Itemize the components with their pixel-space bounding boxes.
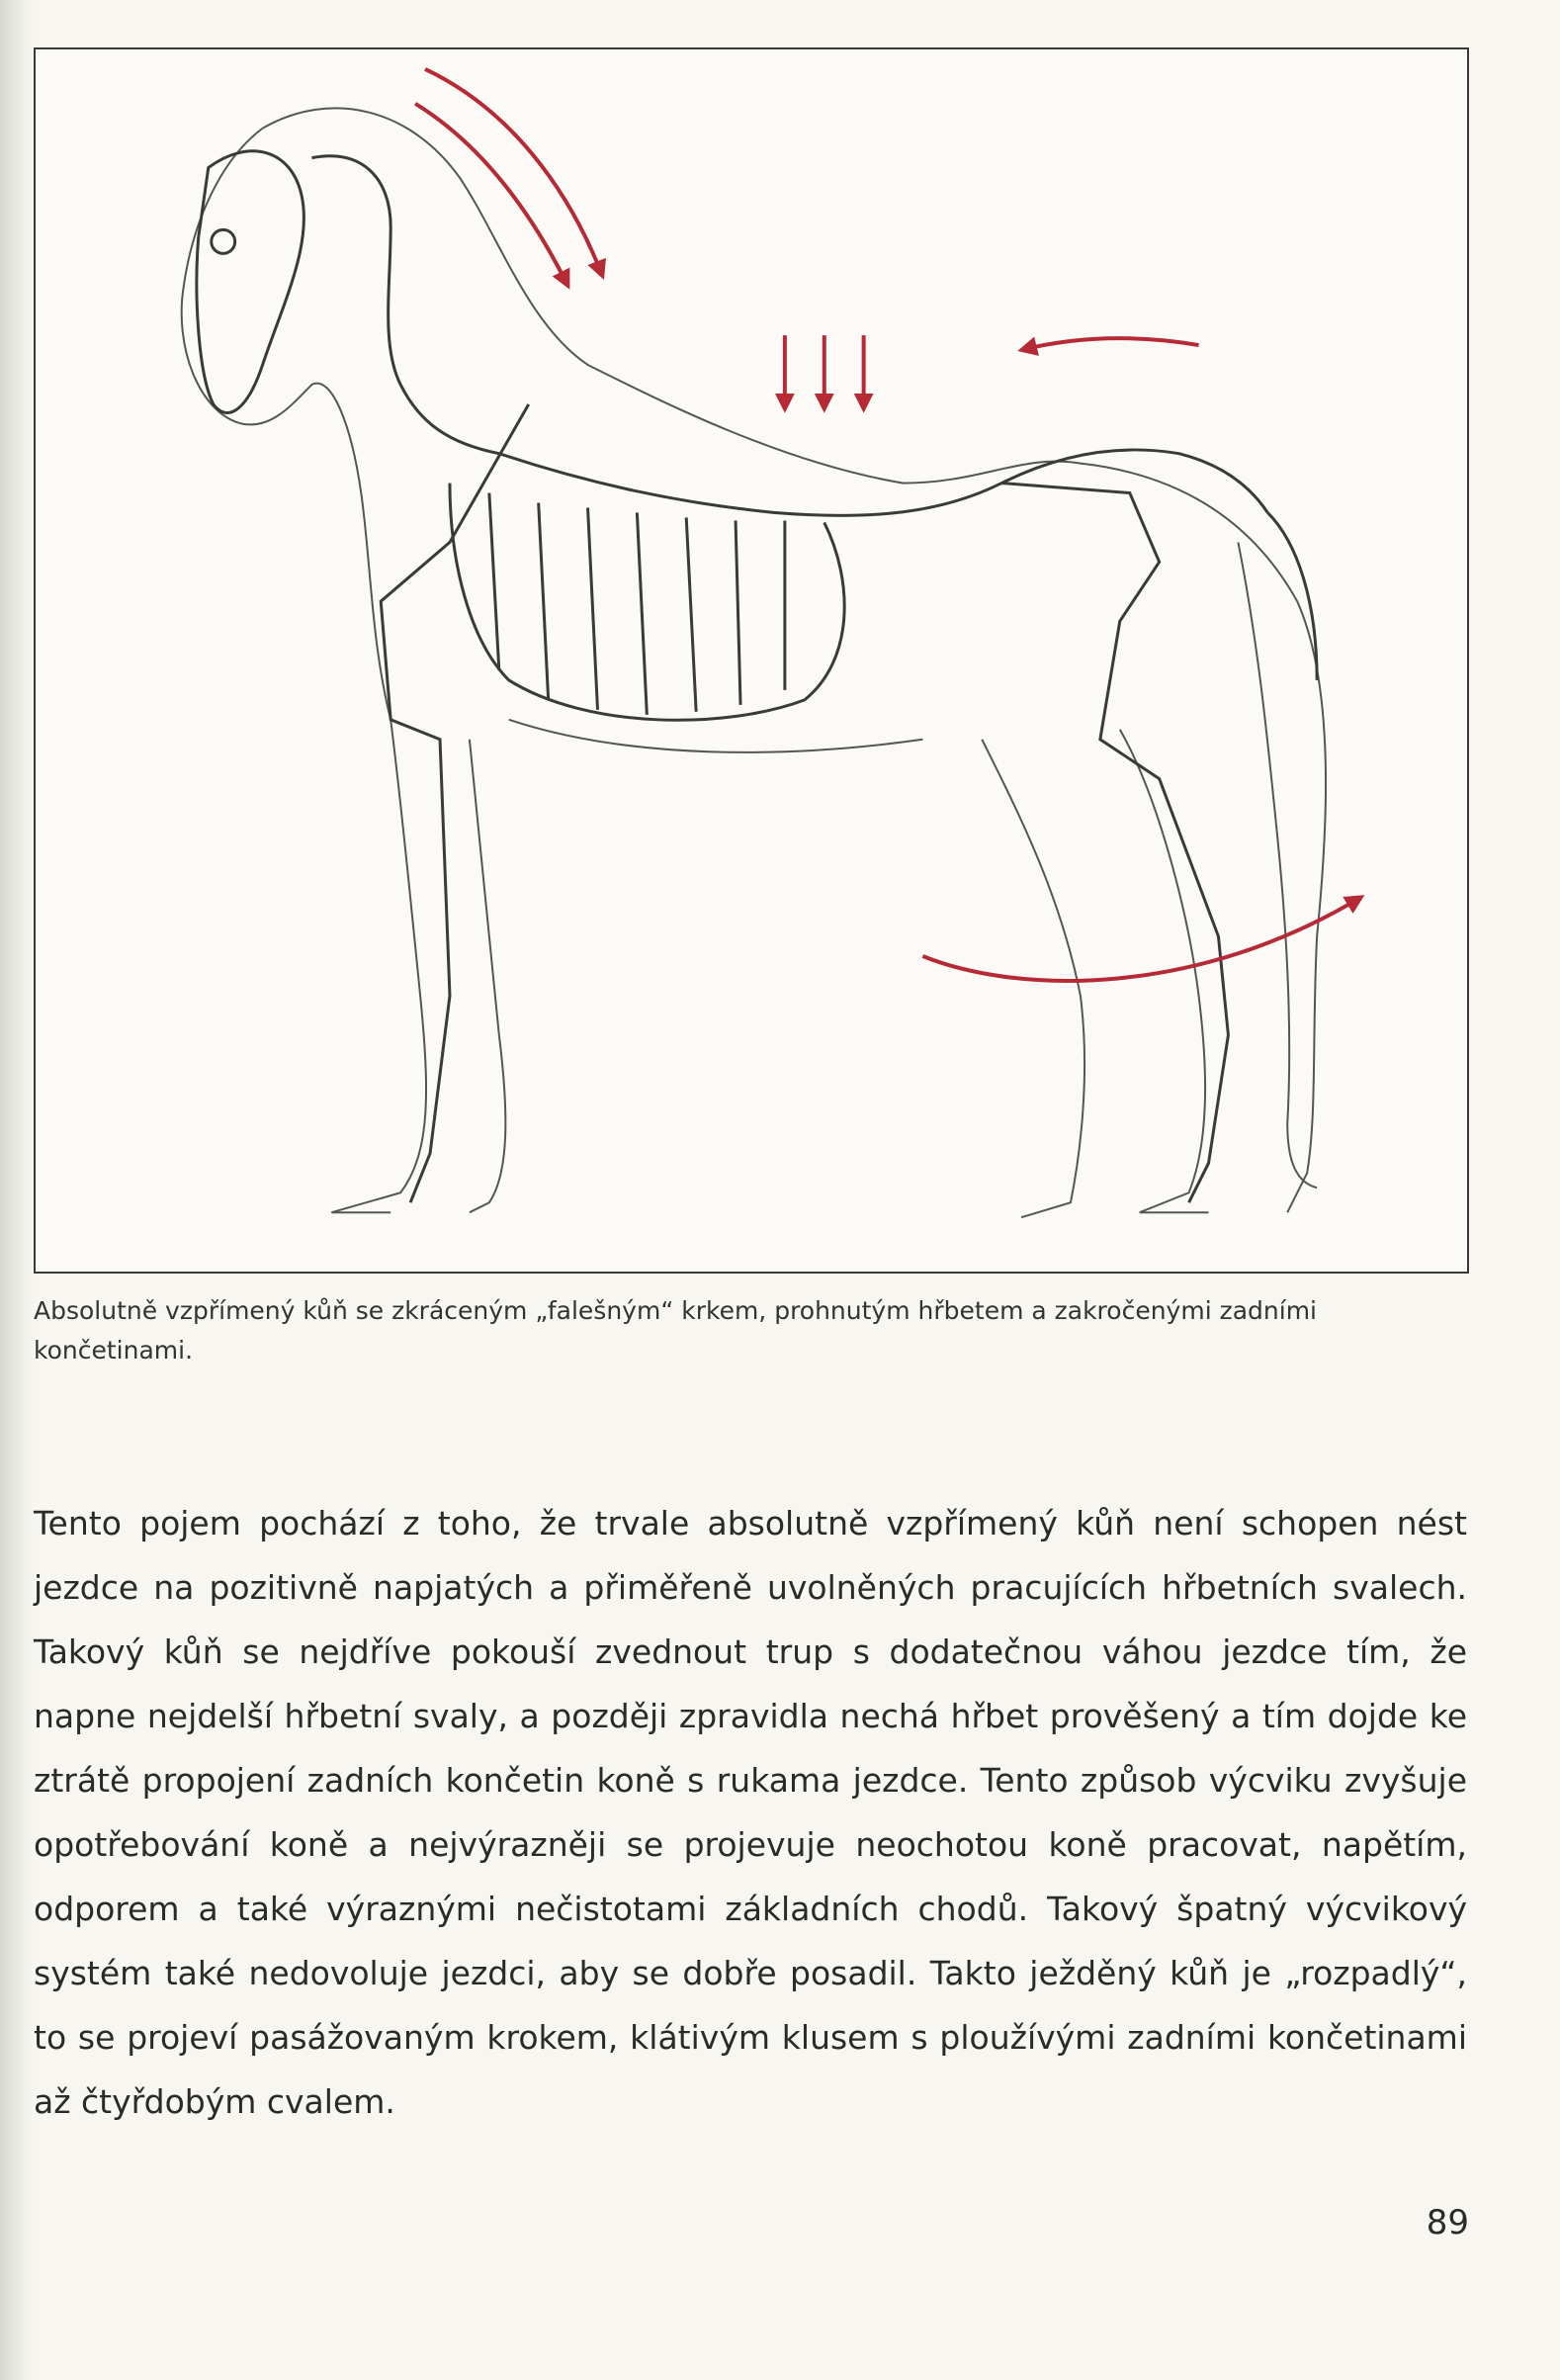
croup-arrow <box>1021 338 1198 350</box>
page-gutter-shadow <box>0 0 34 2380</box>
horse-skeleton-illustration <box>36 49 1467 1272</box>
force-arrows <box>415 69 1361 981</box>
paragraph: Tento pojem pochází z toho, že trvale absolutně vzpřímený kůň není schopen nést jezdce na pozitivně napjatých a přiměřeně uvolněných pracujících hřbetních svalech. Takový kůň se nejdříve pokouší zvednout trup s dodatečnou váhou jezdce tím, že napne nejdelší hřbetní svaly, a později zpravidla nechá hřbet prověšený a tím dojde ke ztrátě propojení zadních končetin koně s rukama jezdce. Tento způsob výcviku zvyšuje opotřebování koně a nejvýrazněji se projevuje neochotou koně pracovat, napětím, odporem a také výraznými nečistotami základních chodů. Takový špatný výcvikový systém také nedovoluje jezdci, aby se dobře posadil. Takto ježděný kůň je „rozpadlý“, to se projeví pasážovaným krokem, klátivým klusem s ploužívými zadními končetinami až čtyřdobým cvalem. <box>34 1504 1467 2121</box>
skeleton <box>197 151 1317 1202</box>
neck-arrow-inner <box>415 104 567 286</box>
neck-arrow-outer <box>425 69 602 276</box>
body-text <box>34 1491 1467 2134</box>
figure-frame <box>34 47 1469 1274</box>
page-number: 89 <box>1426 2203 1469 2243</box>
horse-outline <box>182 108 1326 1217</box>
figure-caption: Absolutně vzpřímený kůň se zkráceným „falešným“ krkem, prohnutým hřbetem a zakročenými zadními končetinami. <box>34 1296 1317 1365</box>
hock-arrow <box>922 897 1361 981</box>
